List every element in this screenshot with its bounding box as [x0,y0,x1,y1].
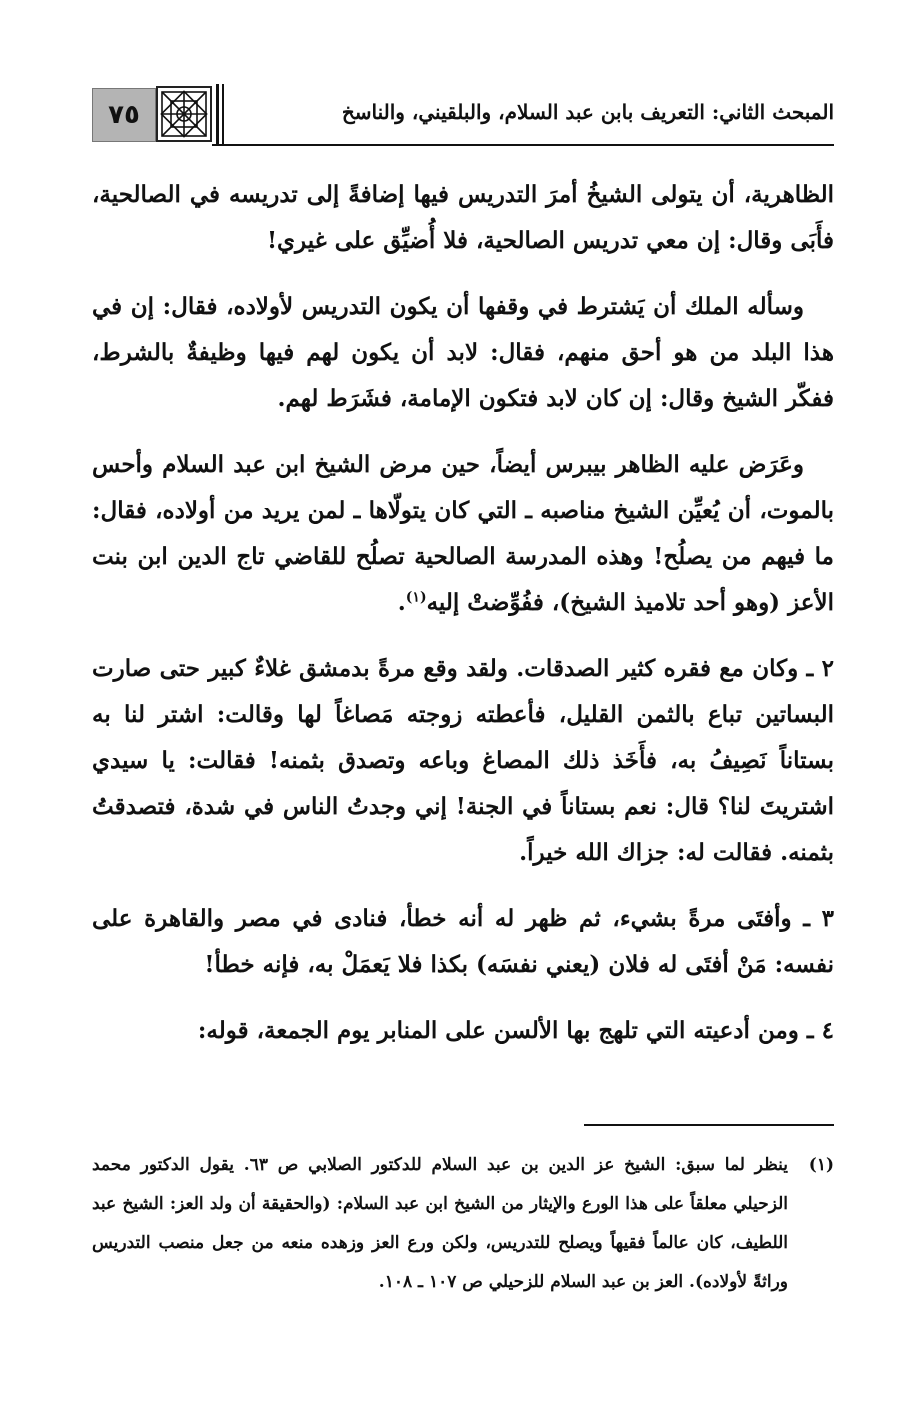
ornament-icon [156,86,212,142]
paragraph [92,442,834,626]
running-title: المبحث الثاني: التعريف بابن عبد السلام، والبلقيني، والناسخ [341,100,834,124]
footnote-item [92,1146,834,1302]
paragraph: وسأله الملك أن يَشترط في وقفها أن يكون التدريس لأولاده، فقال: إن في هذا البلد من هو أحق منهم، فقال: لابد أن يكون لهم فيها وظيفةٌ بالشرط، ففكّر الشيخ وقال: إن كان لابد فتكون الإمامة، فشَرَط لهم. [92,293,834,412]
footnote-marker: (١) [808,1155,834,1175]
paragraph: ٤ ـ ومن أدعيته التي تلهج بها الألسن على المنابر يوم الجمعة، قوله: [197,1017,834,1044]
header-divider-thin [222,84,224,146]
paragraph: ٢ ـ وكان مع فقره كثير الصدقات. ولقد وقع مرةً بدمشق غلاءٌ كبير حتى صارت البساتين تباع بالثمن القليل، فأعطته زوجته مَصاغاً لها وقالت: اشتر لنا به بستاناً نَصِيفُ به، فأَخَذ ذلك المصاغ وباعه وتصدق بثمنه! فقالت: يا سيدي اشتريتَ لنا؟ قال: نعم بستاناً في الجنة! إني وجدتُ الناس في شدة، فتصدقتُ بثمنه. فقالت له: جزاك الله خيراً. [92,655,834,866]
main-text [92,172,834,1074]
page-header [92,84,834,146]
page-number: ٧٥ [92,88,156,142]
paragraph-end: . [397,589,406,616]
paragraph: ٣ ـ وأفتَى مرةً بشيء، ثم ظهر له أنه خطأ، فنادى في مصر والقاهرة على نفسه: مَنْ أفتَى له فلان (يعني نفسَه) بكذا فلا يَعمَلْ به، فإنه خطأ! [92,905,834,978]
footnote-separator [584,1124,834,1126]
footnote-text: ينظر لما سبق: الشيخ عز الدين بن عبد السلام للدكتور الصلابي ص ٦٣. يقول الدكتور محمد الزحيلي معلقاً على هذا الورع والإيثار من الشيخ ابن عبد السلام: (والحقيقة أن ولد العز: الشيخ عبد اللطيف، كان عالماً فقيهاً ويصلح للتدريس، ولكن ورع العز وزهده منعه من جعل منصب التدريس وراثةً لأولاده). العز بن عبد السلام للزحيلي ص ١٠٧ ـ ١٠٨. [92,1155,788,1292]
paragraph-text: وعَرَض عليه الظاهر بيبرس أيضاً، حين مرض الشيخ ابن عبد السلام وأحس بالموت، أن يُعيِّن الشيخ مناصبه ـ التي كان يتولّاها ـ لمن يريد من أولاده، فقال: ما فيهم من يصلُح! وهذه المدرسة الصالحية تصلُح للقاضي تاج الدين ابن بنت الأعز (وهو أحد تلاميذ الشيخ)، ففُوِّضتْ إليه [92,451,834,616]
footnote-reference[interactable]: (١) [405,589,427,606]
header-rule [212,144,834,146]
paragraph: الظاهرية، أن يتولى الشيخُ أمرَ التدريس فيها إضافةً إلى تدريسه في الصالحية، فأَبَى وقال: إن معي تدريس الصالحية، فلا أُضيِّق على غيري! [92,181,834,254]
header-divider [216,84,219,146]
footnotes [92,1146,834,1302]
